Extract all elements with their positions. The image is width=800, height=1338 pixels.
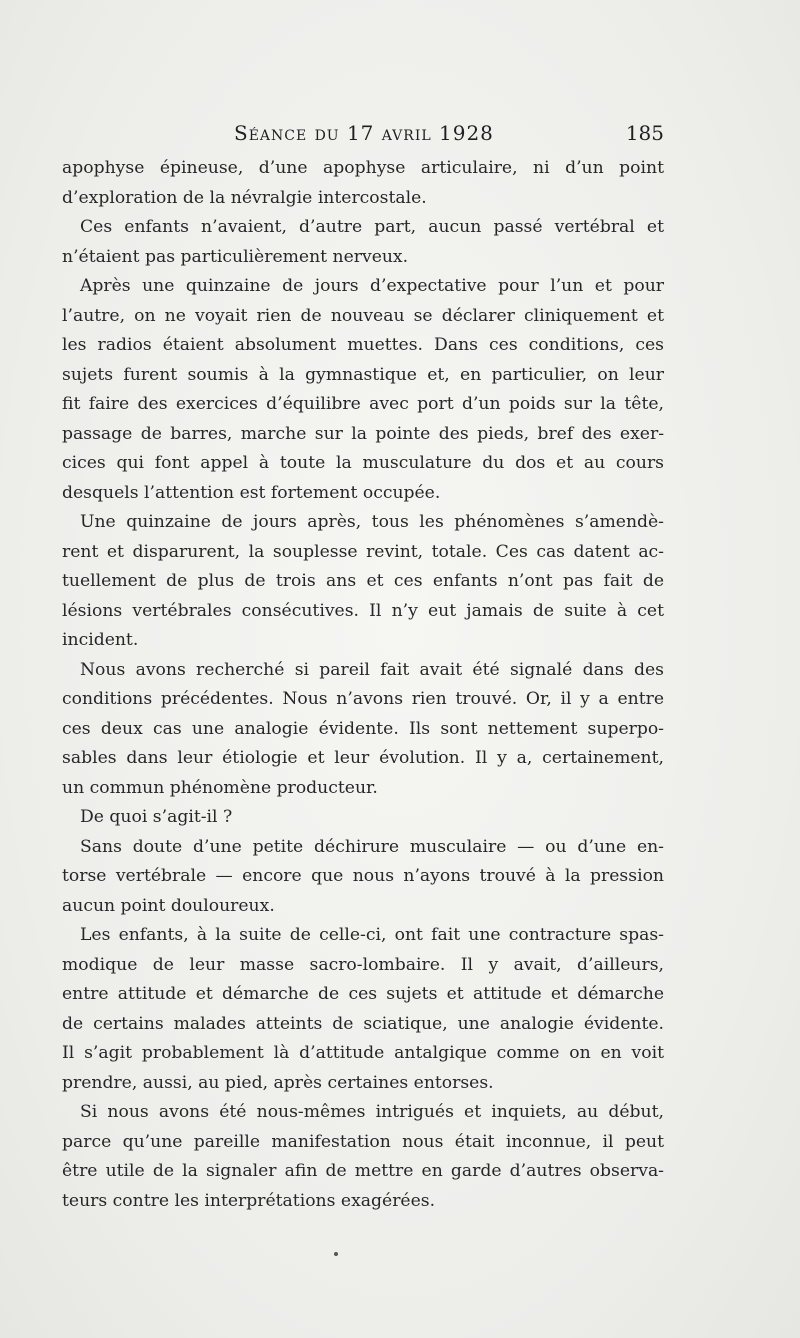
text-line: De quoi s’agit-il ?: [80, 807, 233, 827]
text-line: lésions vertébrales consécutives. Il n’y eut jamais de suite à cet: [62, 600, 664, 621]
text-line: Il s’agit probablement là d’attitude antalgique comme on en voit: [62, 1043, 664, 1063]
text-line: entre attitude et démarche de ces sujets et attitude et démarche: [62, 984, 664, 1004]
page-number: 185: [625, 121, 664, 145]
ink-speck: [334, 1252, 338, 1256]
text-line: Après une quinzaine de jours d’expectative pour l’un et pour: [80, 276, 664, 296]
text-line: aucun point douloureux.: [62, 895, 275, 916]
text-line: sujets furent soumis à la gymnastique et, en particulier, on leur: [62, 364, 664, 385]
text-line: incident.: [62, 630, 139, 650]
text-line: être utile de la signaler afin de mettre en garde d’autres observa-: [62, 1161, 664, 1181]
text-line: rent et disparurent, la souplesse revint, totale. Ces cas datent ac-: [62, 541, 664, 562]
text-line: apophyse épineuse, d’une apophyse articulaire, ni d’un point: [62, 158, 664, 178]
text-line: Ces enfants n’avaient, d’autre part, aucun passé vertébral et: [80, 217, 664, 237]
text-line: l’autre, on ne voyait rien de nouveau se déclarer cliniquement et: [62, 305, 664, 326]
text-line: Une quinzaine de jours après, tous les phénomènes s’amendè-: [80, 512, 664, 532]
text-line: les radios étaient absolument muettes. Dans ces conditions, ces: [62, 335, 664, 355]
text-line: Nous avons recherché si pareil fait avait été signalé dans des: [80, 659, 664, 680]
text-line: sables dans leur étiologie et leur évolution. Il y a, certainement,: [62, 748, 664, 768]
text-line: prendre, aussi, au pied, après certaines entorses.: [62, 1072, 494, 1093]
text-line: de certains malades atteints de sciatique, une analogie évidente.: [62, 1013, 664, 1034]
text-line: cices qui font appel à toute la musculature du dos et au cours: [62, 453, 664, 473]
text-line: desquels l’attention est fortement occupée.: [62, 482, 441, 503]
text-line: Les enfants, à la suite de celle-ci, ont fait une contracture spas-: [80, 925, 664, 945]
text-line: Si nous avons été nous-mêmes intrigués et inquiets, au début,: [80, 1102, 664, 1122]
text-line: modique de leur masse sacro-lombaire. Il y avait, d’ailleurs,: [62, 954, 664, 975]
text-line: Sans doute d’une petite déchirure musculaire — ou d’une en-: [80, 836, 664, 857]
text-line: passage de barres, marche sur la pointe des pieds, bref des exer-: [62, 423, 664, 444]
text-line: fit faire des exercices d’équilibre avec port d’un poids sur la tête,: [62, 394, 664, 414]
text-line: d’exploration de la névralgie intercostale.: [62, 187, 427, 208]
body-text: [62, 154, 664, 1216]
text-line: tuellement de plus de trois ans et ces enfants n’ont pas fait de: [62, 571, 664, 591]
text-line: conditions précédentes. Nous n’avons rien trouvé. Or, il y a entre: [62, 689, 664, 709]
text-line: n’étaient pas particulièrement nerveux.: [62, 246, 409, 267]
running-title: Séance du 17 avril 1928: [234, 121, 494, 145]
text-line: un commun phénomène producteur.: [62, 777, 378, 798]
page-header: [62, 118, 664, 148]
text-line: ces deux cas une analogie évidente. Ils sont nettement superpo-: [62, 718, 664, 739]
text-line: torse vertébrale — encore que nous n’ayons trouvé à la pression: [62, 866, 664, 886]
text-line: teurs contre les interprétations exagérées.: [62, 1190, 436, 1211]
text-line: parce qu’une pareille manifestation nous était inconnue, il peut: [62, 1131, 664, 1152]
